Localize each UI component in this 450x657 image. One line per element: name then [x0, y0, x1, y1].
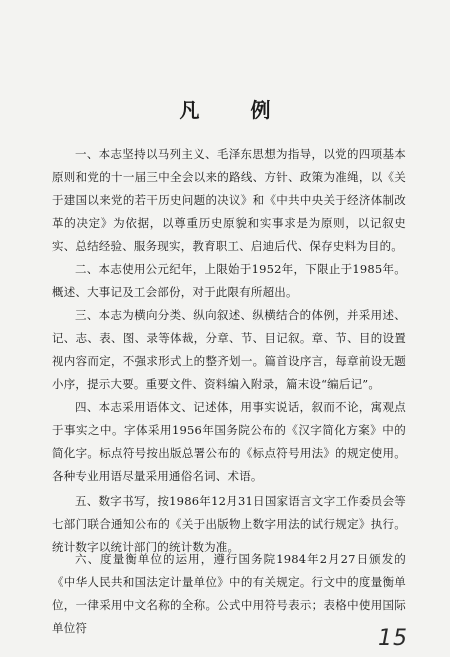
paragraph-5: 五、数字书写，按1986年12月31日国家语言文字工作委员会等七部门联合通知公布的《关于出版物上数字用法的试行规定》执行。统计数字以统计部门的统计数为准。 — [52, 494, 406, 554]
paragraph-2: 二、本志使用公元纪年，上限始于1952年，下限止于1985年。概述、大事记及工会部份，对于此限有所超出。 — [52, 262, 406, 299]
paragraph-3: 三、本志为横向分类、纵向叙述、纵横结合的体例，并采用述、记、志、表、图、录等体裁，分章、节、目记叙。章、节、目的设置视内容而定，不强求形式上的整齐划一。篇首设序言，每章前设无题小序，提示大要。重要文件、资料编入附录，篇末设“编后记”。 — [52, 308, 406, 391]
paragraph-6: 六、度量衡单位的运用，遵行国务院1984年2月27日颁发的《中华人民共和国法定计量单位》中的有关规定。行文中的度量衡单位，一律采用中文名称的全称。公式中用符号表示；表格中使用国际单位符 — [52, 552, 406, 635]
paragraph-4: 四、本志采用语体文、记述体，用事实说话，叙而不论，寓观点于事实之中。字体采用1956年国务院公布的《汉字简化方案》中的简化字。标点符号按出版总署公布的《标点符号用法》的规定使用。各种专业用语尽量采用通俗名词、术语。 — [52, 400, 406, 483]
page-title: 凡 例 — [179, 98, 293, 122]
page-number: 15 — [378, 626, 408, 651]
paragraph-1: 一、本志坚持以马列主义、毛泽东思想为指导，以党的四项基本原则和党的十一届三中全会以来的路线、方针、政策为准绳，以《关于建国以来党的若干历史问题的决议》和《中共中央关于经济体制改革的决定》为依据，以尊重历史原貌和实事求是为原则，以记叙史实、总结经验、服务现实，教育职工、启迪后代、保存史料为目的。 — [52, 147, 406, 253]
